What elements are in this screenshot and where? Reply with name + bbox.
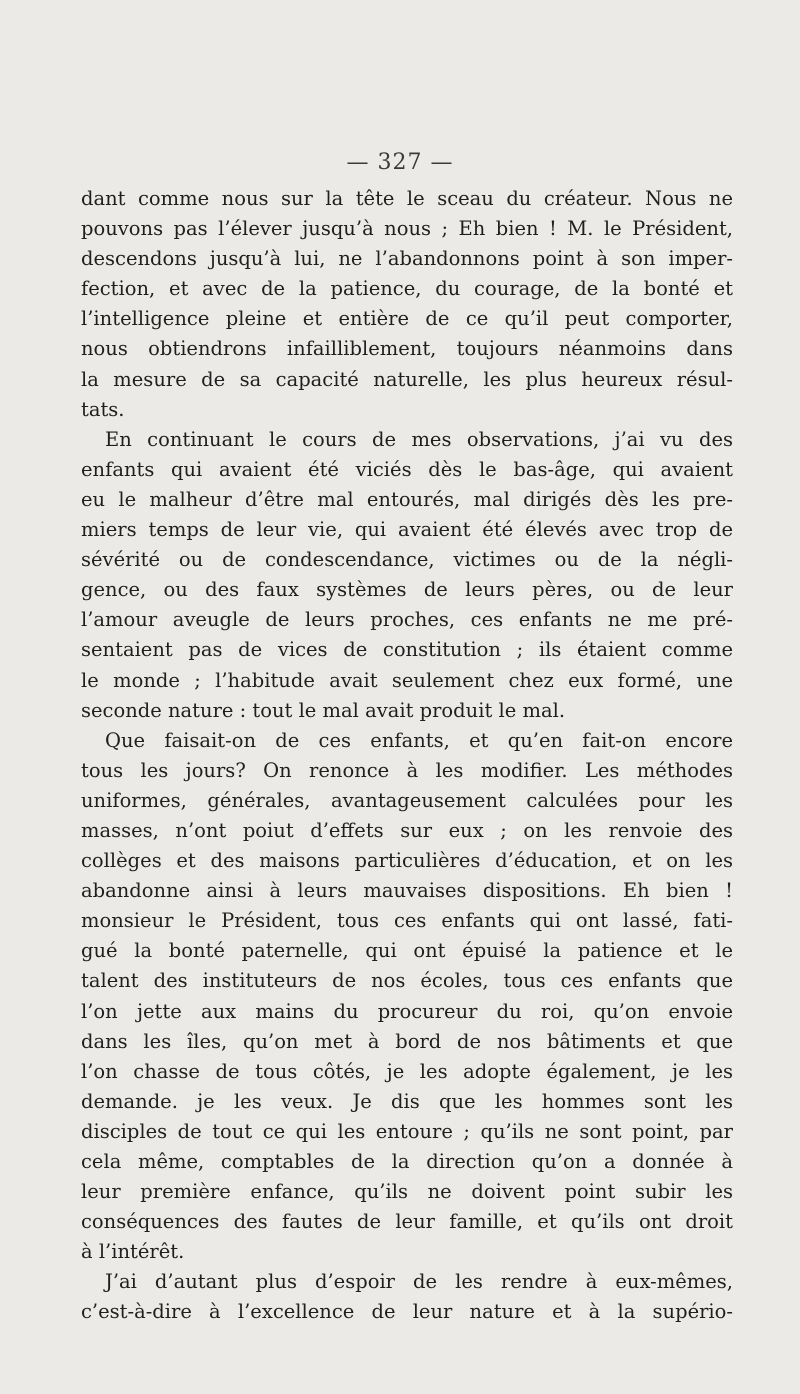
text-line: l’on chasse de tous côtés, je les adopte également, je les — [81, 1059, 733, 1083]
text-line: le monde ; l’habitude avait seulement chez eux formé, une — [81, 668, 733, 692]
text-line: sévérité ou de condescendance, victimes ou de la négli- — [81, 548, 733, 572]
text-line: conséquences des fautes de leur famille, et qu’ils ont droit — [81, 1210, 733, 1234]
text-line: seconde nature : tout le mal avait produit le mal. — [81, 698, 566, 722]
text-line: tats. — [81, 397, 125, 421]
text-line: En continuant le cours de mes observations, j’ai vu des — [105, 427, 733, 451]
text-line: dant comme nous sur la tête le sceau du créateur. Nous ne — [81, 187, 733, 210]
text-line: demande. je les veux. Je dis que les hommes sont les — [81, 1089, 733, 1113]
text-line: enfants qui avaient été viciés dès le bas-âge, qui avaient — [81, 457, 733, 481]
body-text — [81, 184, 733, 1328]
text-line: disciples de tout ce qui les entoure ; qu’ils ne sont point, par — [81, 1119, 733, 1143]
text-line: collèges et des maisons particulières d’éducation, et on les — [81, 849, 733, 873]
text-line: masses, n’ont poiut d’effets sur eux ; on les renvoie des — [81, 818, 733, 842]
text-line: leur première enfance, qu’ils ne doivent point subir les — [81, 1180, 733, 1204]
text-line: sentaient pas de vices de constitution ; ils étaient comme — [81, 638, 733, 662]
text-line: fection, et avec de la patience, du courage, de la bonté et — [81, 277, 733, 301]
text-line: nous obtiendrons infailliblement, toujours néanmoins dans — [81, 337, 733, 361]
text-line: pouvons pas l’élever jusqu’à nous ; Eh bien ! M. le Président, — [81, 217, 733, 241]
text-line: J’ai d’autant plus d’espoir de les rendre à eux-mêmes, — [105, 1270, 733, 1294]
text-line: uniformes, générales, avantageusement calculées pour les — [81, 788, 733, 812]
text-line: tous les jours? On renonce à les modifier. Les méthodes — [81, 758, 733, 782]
text-line: la mesure de sa capacité naturelle, les plus heureux résul- — [81, 367, 733, 391]
text-line: miers temps de leur vie, qui avaient été élevés avec trop de — [81, 518, 733, 542]
text-line: dans les îles, qu’on met à bord de nos bâtiments et que — [81, 1029, 733, 1053]
text-line: descendons jusqu’à lui, ne l’abandonnons point à son imper- — [81, 247, 733, 271]
text-line: à l’intérêt. — [81, 1240, 185, 1264]
text-line: monsieur le Président, tous ces enfants qui ont lassé, fati- — [81, 909, 733, 933]
text-line: l’amour aveugle de leurs proches, ces enfants ne me pré- — [81, 608, 733, 632]
text-line: Que faisait-on de ces enfants, et qu’en fait-on encore — [105, 728, 733, 752]
text-line: c’est-à-dire à l’excellence de leur nature et à la supério- — [81, 1300, 733, 1324]
text-line: talent des instituteurs de nos écoles, tous ces enfants que — [81, 969, 733, 993]
text-line: eu le malheur d’être mal entourés, mal dirigés dès les pre- — [81, 487, 733, 511]
text-line: l’intelligence pleine et entière de ce qu’il peut comporter, — [81, 307, 733, 331]
text-line: abandonne ainsi à leurs mauvaises dispositions. Eh bien ! — [81, 879, 733, 903]
page-number: — 327 — — [346, 150, 454, 175]
text-line: cela même, comptables de la direction qu’on a donnée à — [81, 1150, 733, 1173]
text-line: gué la bonté paternelle, qui ont épuisé la patience et le — [81, 939, 733, 963]
text-line: l’on jette aux mains du procureur du roi, qu’on envoie — [81, 999, 733, 1023]
text-line: gence, ou des faux systèmes de leurs pères, ou de leur — [81, 578, 733, 602]
